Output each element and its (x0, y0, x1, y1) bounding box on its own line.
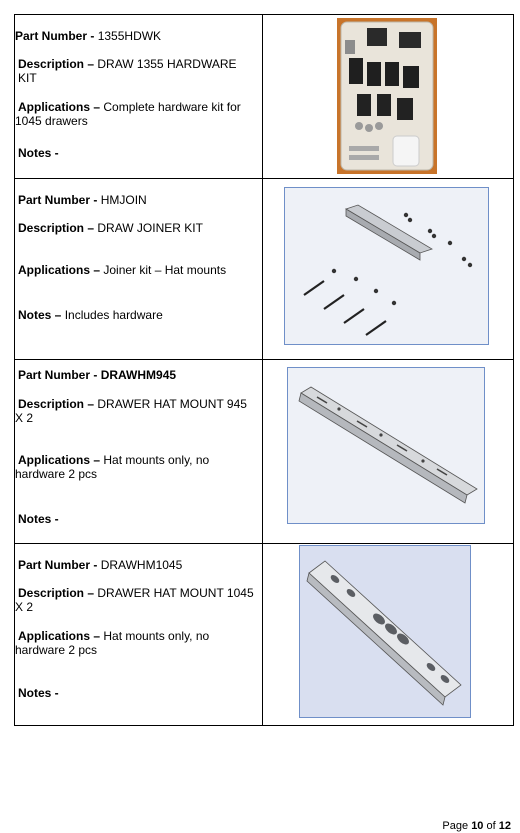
part-image-cell (263, 179, 514, 360)
part-number-field: Part Number - DRAWHM945 (18, 368, 177, 382)
part-number-field: Part Number - DRAWHM1045 (18, 558, 183, 572)
description-field: Description – DRAW JOINER KIT (18, 221, 203, 235)
part-image-cell (263, 360, 514, 544)
part-info-cell (15, 544, 263, 726)
notes-field: Notes - (18, 146, 59, 160)
description-value: DRAWER HAT MOUNT 945 (97, 397, 247, 411)
notes-value: Includes hardware (64, 308, 163, 322)
applications-value: Hat mounts only, no (103, 453, 210, 467)
table-row (15, 179, 514, 360)
applications-field: Applications – Hat mounts only, no hardware 2 pcs (15, 629, 210, 657)
hat-mount-1045-render (299, 545, 471, 718)
description-value: DRAW 1355 HARDWARE (97, 57, 237, 71)
table-row (15, 360, 514, 544)
table-row (15, 15, 514, 179)
notes-field: Notes - (18, 686, 59, 700)
part-image-cell (263, 15, 514, 179)
applications-field: Applications – Hat mounts only, no hardware 2 pcs (15, 453, 210, 481)
page-indicator: Page 10 of 12 (442, 820, 511, 832)
applications-value: Joiner kit – Hat mounts (103, 263, 227, 277)
applications-value: Hat mounts only, no (103, 629, 210, 643)
parts-table (14, 14, 514, 726)
applications-value: Complete hardware kit for (103, 100, 241, 114)
applications-field: Applications – Joiner kit – Hat mounts (18, 263, 227, 277)
part-image-cell (263, 544, 514, 726)
description-value: DRAW JOINER KIT (97, 221, 203, 235)
table-row (15, 544, 514, 726)
page-current: 10 (471, 820, 484, 832)
notes-field: Notes - (18, 512, 59, 526)
part-number-field: Part Number - 1355HDWK (15, 29, 162, 43)
description-field: Description – DRAW 1355 HARDWARE KIT (18, 57, 237, 85)
page-total: 12 (498, 820, 511, 832)
part-info-cell (15, 15, 263, 179)
description-field: Description – DRAWER HAT MOUNT 1045 X 2 (15, 586, 254, 614)
part-number-value: 1355HDWK (97, 29, 162, 43)
part-info-cell (15, 179, 263, 360)
applications-field: Applications – Complete hardware kit for 1045 drawers (15, 100, 241, 128)
part-number-value: HMJOIN (100, 193, 147, 207)
part-number-value: DRAWHM1045 (100, 558, 183, 572)
notes-field: Notes – Includes hardware (18, 308, 163, 322)
description-value: DRAWER HAT MOUNT 1045 (97, 586, 254, 600)
part-number-field: Part Number - HMJOIN (18, 193, 147, 207)
hardware-kit-photo (337, 18, 437, 174)
joiner-kit-render (284, 187, 489, 345)
part-info-cell (15, 360, 263, 544)
hat-mount-945-render (287, 367, 485, 524)
description-field: Description – DRAWER HAT MOUNT 945 X 2 (15, 397, 247, 425)
part-number-value: DRAWHM945 (100, 368, 177, 382)
